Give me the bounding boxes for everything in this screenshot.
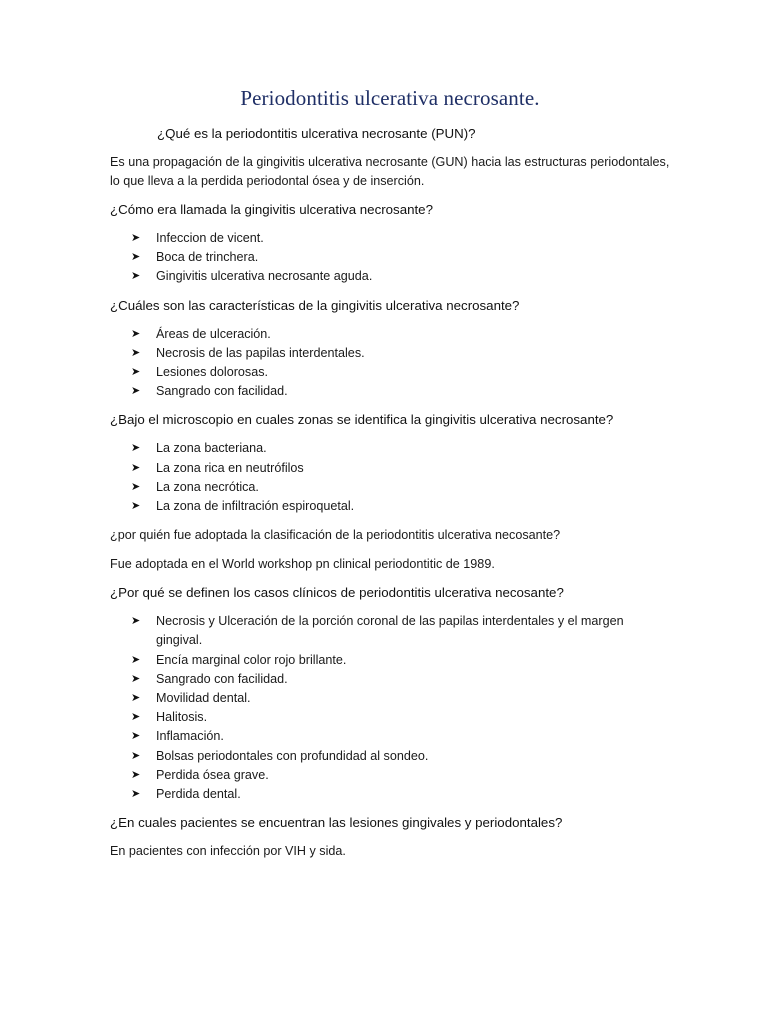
list-item: ➤ Halitosis. [131,708,670,727]
list-item: ➤ Bolsas periodontales con profundidad al sondeo. [131,747,670,766]
arrow-bullet-icon: ➤ [131,711,141,724]
arrow-bullet-icon: ➤ [131,385,141,398]
document-title: Periodontitis ulcerativa necrosante. [240,86,540,110]
list-item: ➤ Sangrado con facilidad. [131,382,670,401]
list-item: ➤ Encía marginal color rojo brillante. [131,651,670,670]
arrow-bullet-icon: ➤ [131,461,141,474]
list-item: ➤ Movilidad dental. [131,689,670,708]
arrow-bullet-icon: ➤ [131,615,141,628]
arrow-bullet-icon: ➤ [131,500,141,513]
arrow-bullet-icon: ➤ [131,442,141,455]
list-item: ➤ Necrosis y Ulceración de la porción coronal de las papilas interdentales y el margen gingival. [131,614,624,648]
list-item: ➤ Boca de trinchera. [131,248,670,267]
arrow-bullet-icon: ➤ [131,232,141,244]
list-item: ➤ Infeccion de vicent. [131,229,670,248]
arrow-bullet-icon: ➤ [131,692,141,705]
arrow-bullet-icon: ➤ [131,270,141,283]
paragraph-answer-5: Fue adoptada en el World workshop pn clinical periodontitic de 1989. [110,557,495,572]
bullet-list-4 [110,439,670,516]
arrow-bullet-icon: ➤ [131,251,141,264]
document-page [110,86,670,861]
list-item: ➤ Necrosis de las papilas interdentales. [131,344,670,363]
arrow-bullet-icon: ➤ [131,653,141,666]
question-4: ¿Bajo el microscopio en cuales zonas se identifica la gingivitis ulcerativa necrosante? [110,412,614,428]
list-item: ➤ Áreas de ulceración. [131,325,670,344]
paragraph-question-5: ¿por quién fue adoptada la clasificación de la periodontitis ulcerativa necosante? [110,528,561,543]
list-item: ➤ Perdida dental. [131,785,670,804]
bullet-list-2 [110,229,670,287]
list-item: ➤ Sangrado con facilidad. [131,670,670,689]
arrow-bullet-icon: ➤ [131,730,141,743]
arrow-bullet-icon: ➤ [131,346,141,359]
bullet-list-3 [110,325,670,402]
question-3: ¿Cuáles son las características de la gingivitis ulcerativa necrosante? [110,297,520,313]
list-item: ➤ La zona necrótica. [131,478,670,497]
list-item: ➤ Inflamación. [131,727,670,746]
question-1: ¿Qué es la periodontitis ulcerativa necrosante (PUN)? [157,126,476,141]
arrow-bullet-icon: ➤ [131,480,141,493]
arrow-bullet-icon: ➤ [131,768,141,781]
arrow-bullet-icon: ➤ [131,327,141,340]
arrow-bullet-icon: ➤ [131,788,141,801]
question-7: ¿En cuales pacientes se encuentran las lesiones gingivales y periodontales? [110,815,563,831]
list-item: ➤ Gingivitis ulcerativa necrosante aguda. [131,267,670,286]
list-item: ➤ Lesiones dolorosas. [131,363,670,382]
question-6: ¿Por qué se definen los casos clínicos de periodontitis ulcerativa necosante? [110,585,564,601]
question-2: ¿Cómo era llamada la gingivitis ulcerativa necrosante? [110,202,433,217]
list-item: ➤ La zona bacteriana. [131,439,670,458]
arrow-bullet-icon: ➤ [131,749,141,762]
answer-7: En pacientes con infección por VIH y sida. [110,844,346,859]
arrow-bullet-icon: ➤ [131,672,141,685]
list-item: ➤ Perdida ósea grave. [131,766,670,785]
list-item: ➤ La zona rica en neutrófilos [131,459,670,478]
arrow-bullet-icon: ➤ [131,366,141,379]
answer-1: Es una propagación de la gingivitis ulcerativa necrosante (GUN) hacia las estructuras periodontales, lo que lleva a la perdida periodontal ósea y de inserción. [110,155,670,188]
list-item: ➤ La zona de infiltración espiroquetal. [131,497,670,516]
bullet-list-6 [110,612,670,804]
